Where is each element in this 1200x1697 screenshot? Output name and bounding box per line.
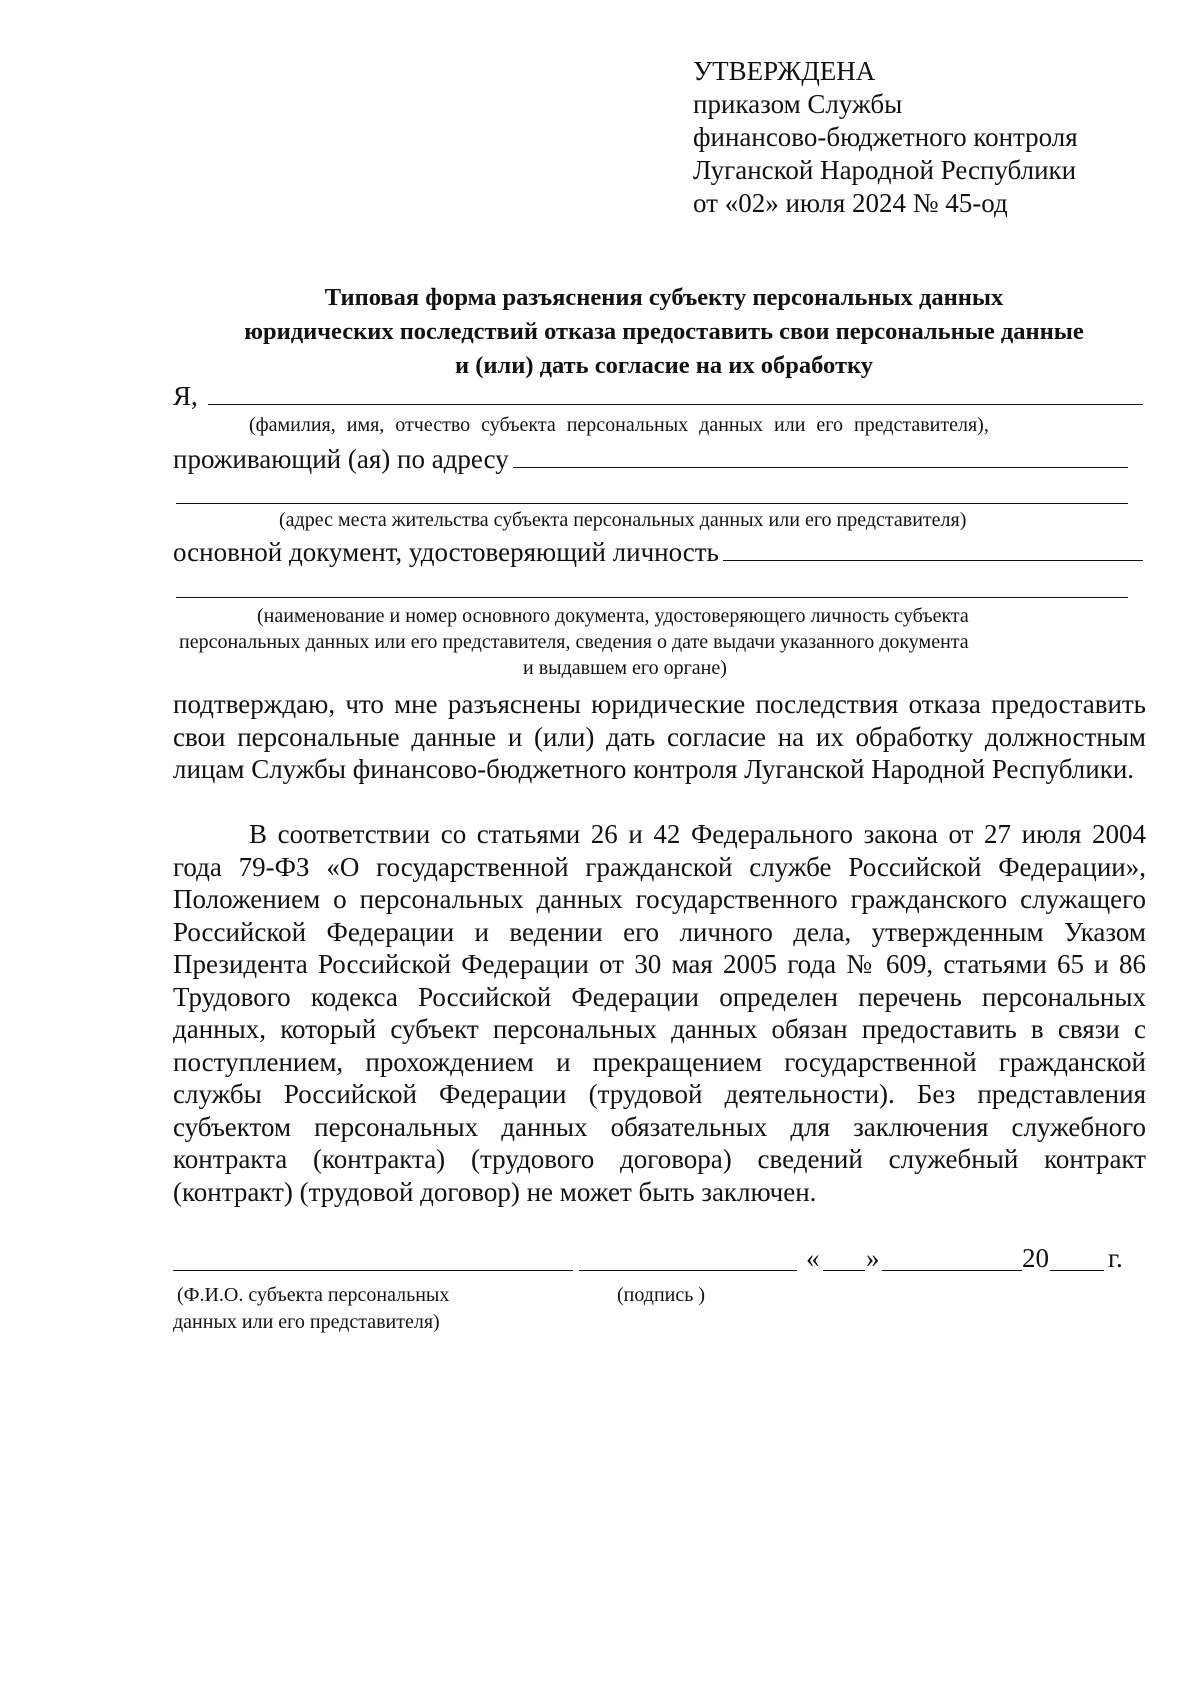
- date-day-line[interactable]: [823, 1270, 865, 1271]
- approval-line-2: приказом Службы: [693, 89, 903, 119]
- confirmation-paragraph: подтверждаю, что мне разъяснены юридические последствия отказа предоставить свои персональные данные и (или) дать согласие на их обработку должностным лицам Службы финансово-бюджетного контроля Луганской Народной Республики.: [173, 689, 1146, 784]
- approval-line-5: от «02» июля 2024 № 45-од: [693, 188, 1008, 218]
- date-year-suffix: г.: [1108, 1243, 1123, 1273]
- fio-caption-line-2: данных или его представителя): [173, 1311, 440, 1333]
- document-hint-line-2: персональных данных или его представителя, сведения о дате выдачи указанного документа: [179, 631, 969, 653]
- document-hint-line-3: и выдавшем его органе): [523, 657, 727, 679]
- document-title: [168, 281, 1160, 383]
- fio-caption-line-1: (Ф.И.О. субъекта персональных: [177, 1284, 450, 1306]
- approval-stamp: [693, 55, 1078, 220]
- fio-signature-line[interactable]: [173, 1270, 573, 1271]
- name-field-row: [173, 380, 1143, 412]
- address-label: проживающий (ая) по адресу: [173, 444, 509, 474]
- title-line-1: Типовая форма разъяснения субъекту персональных данных: [324, 284, 1004, 311]
- title-line-3: и (или) дать согласие на их обработку: [454, 352, 874, 379]
- document-field-row: [173, 536, 1143, 568]
- date-quote-open: «: [806, 1243, 820, 1273]
- approval-line-1: УТВЕРЖДЕНА: [693, 56, 876, 86]
- name-hint: (фамилия, имя, отчество субъекта персональных данных или его представителя),: [249, 414, 989, 436]
- address-hint: (адрес места жительства субъекта персональных данных или его представителя): [279, 509, 967, 531]
- document-label: основной документ, удостоверяющий личность: [173, 537, 719, 567]
- signature-line[interactable]: [579, 1270, 797, 1271]
- document-blank-line[interactable]: [723, 536, 1143, 561]
- date-year-prefix: 20: [1022, 1243, 1049, 1273]
- approval-line-4: Луганской Народной Республики: [693, 155, 1077, 185]
- address-second-line[interactable]: [176, 503, 1128, 504]
- title-line-2: юридических последствий отказа предоставить свои персональные данные: [244, 318, 1084, 345]
- name-blank-line[interactable]: [208, 380, 1143, 405]
- legal-basis-paragraph: В соответствии со статьями 26 и 42 Федерального закона от 27 июля 2004 года 79-ФЗ «О государственной гражданской службе Российской Федерации», Положением о персональных данных государственного гражданского служащего Российской Федерации и ведении его личного дела, утвержденным Указом Президента Российской Федерации от 30 мая 2005 года № 609, статьями 65 и 86 Трудового кодекса Российской Федерации определен перечень персональных данных, который субъект персональных данных обязан предоставить в связи с поступлением, прохождением и прекращением государственной гражданской службы Российской Федерации (трудовой деятельности). Без представления субъектом персональных данных обязательных для заключения служебного контракта (контракта) (трудового договора) сведений служебный контракт (контракт) (трудовой договор) не может быть заключен.: [173, 819, 1146, 1207]
- signature-caption: (подпись ): [617, 1284, 706, 1306]
- date-month-line[interactable]: [882, 1270, 1022, 1271]
- address-field-row: [173, 443, 1128, 475]
- approval-line-3: финансово-бюджетного контроля: [693, 122, 1078, 152]
- document-hint-line-1: (наименование и номер основного документа, удостоверяющего личность субъекта: [257, 605, 969, 627]
- name-label: Я,: [173, 381, 198, 411]
- document-second-line[interactable]: [176, 597, 1128, 598]
- address-blank-line[interactable]: [513, 443, 1128, 468]
- date-year-line[interactable]: [1050, 1270, 1104, 1271]
- date-quote-close: »: [866, 1243, 880, 1273]
